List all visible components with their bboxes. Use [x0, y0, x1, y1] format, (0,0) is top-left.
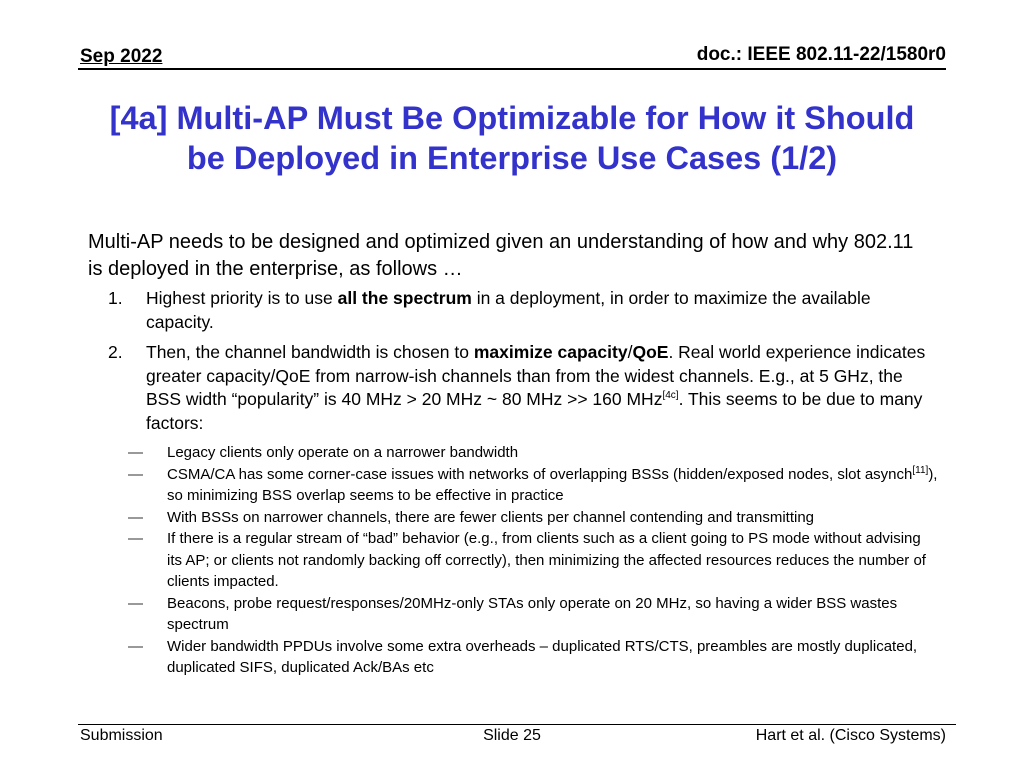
item-bold-text: QoE: [632, 342, 669, 362]
header-divider: [78, 68, 946, 70]
sub-item-text: If there is a regular stream of “bad” behavior (e.g., from clients such as a client going to PS mode without advising its AP; or clients not randomly backing off correctly), then minimizing the affected resources reduces the number of clients impacted.: [167, 530, 926, 590]
sub-item: [88, 507, 939, 529]
item-text: in a deployment, in order to maximize the available capacity.: [146, 288, 871, 332]
sub-item: [88, 442, 939, 464]
footer-submission: Submission: [80, 727, 163, 744]
dash-bullet: —: [128, 530, 143, 547]
sub-item-text: Wider bandwidth PPDUs involve some extra overheads – duplicated RTS/CTS, preambles are mostly duplicated, duplicated SIFS, duplicated Ack/BAs etc: [167, 637, 918, 676]
item-bold-text: maximize capacity: [473, 342, 628, 362]
header-date: Sep 2022: [80, 46, 163, 67]
numbered-list: [88, 287, 948, 679]
item-text: . Real world experience indicates greater capacity/QoE from narrow-ish channels than from the widest channels. E.g., at 5 GHz, the BSS width “popularity” is 40 MHz > 20 MHz ~ 80 MHz >> 160 MHz: [146, 342, 926, 409]
title-line-2: be Deployed in Enterprise Use Cases (1/2): [186, 140, 838, 176]
sub-item: [88, 528, 939, 593]
item-number: 1.: [108, 288, 123, 308]
sub-item-text: Legacy clients only operate on a narrower bandwidth: [167, 444, 519, 461]
sub-item: [88, 636, 939, 679]
slide-title: [60, 98, 964, 178]
dash-bullet: —: [128, 594, 143, 612]
item-bold-text: all the spectrum: [337, 288, 472, 308]
item-text: /: [627, 342, 633, 362]
list-item: [88, 287, 936, 334]
item-text: Then, the channel bandwidth is chosen to: [146, 342, 474, 362]
sub-item: [88, 464, 939, 507]
title-line-1: [4a] Multi-AP Must Be Optimizable for How it Should: [109, 100, 915, 136]
citation: [11]: [912, 464, 929, 476]
intro-text: Multi-AP needs to be designed and optimized given an understanding of how and why 802.11 is deployed in the enterprise, as follows …: [88, 231, 914, 280]
sub-item-text: ), so minimizing BSS overlap seems to be effective in practice: [167, 465, 938, 504]
sub-list: [88, 442, 948, 679]
header-doc-id: doc.: IEEE 802.11-22/1580r0: [696, 44, 946, 65]
dash-bullet: —: [128, 637, 143, 655]
footer-divider: [78, 724, 956, 725]
dash-bullet: —: [128, 465, 143, 483]
sub-item: [88, 593, 939, 636]
sub-item-text: CSMA/CA has some corner-case issues with networks of overlapping BSSs (hidden/exposed nodes, slot asynch: [167, 465, 913, 483]
footer-author: Hart et al. (Cisco Systems): [755, 727, 946, 744]
item-text: Highest priority is to use: [146, 288, 338, 308]
citation: [4c]: [662, 390, 679, 402]
dash-bullet: —: [128, 444, 143, 461]
sub-item-text: Beacons, probe request/responses/20MHz-only STAs only operate on 20 MHz, so having a wider BSS wastes spectrum: [167, 594, 898, 633]
sub-item-text: With BSSs on narrower channels, there are fewer clients per channel contending and transmitting: [167, 508, 815, 526]
dash-bullet: —: [128, 508, 143, 526]
list-item: [88, 341, 936, 435]
footer-slide-number: Slide 25: [483, 727, 541, 744]
item-text: . This seems to be due to many factors:: [146, 389, 923, 433]
item-number: 2.: [108, 342, 123, 362]
